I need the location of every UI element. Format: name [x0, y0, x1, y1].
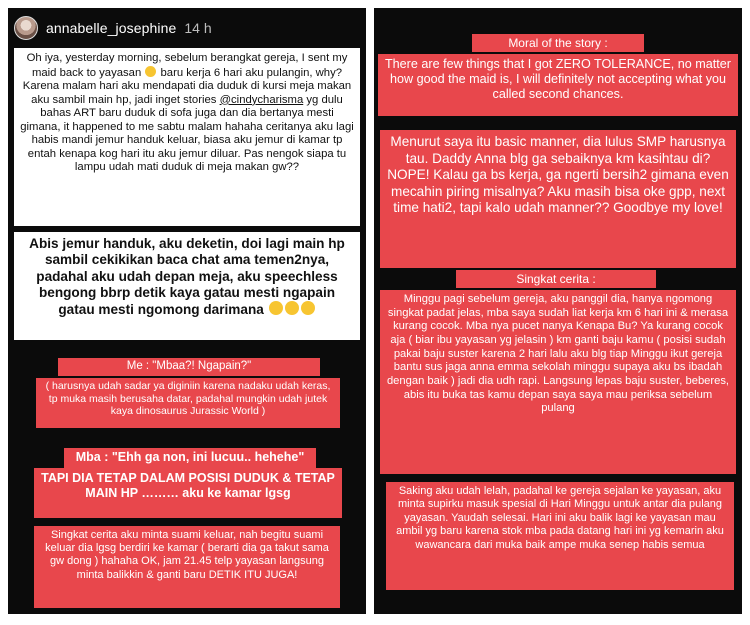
timestamp: 14 h	[184, 20, 212, 36]
story-1-text-part3: yg dulu bahas ART baru duduk di sofa juga dan dia bertanya mesti gimana, it happened to me sabtu malam hahaha ceritanya aku lagi habis mandi jemur handuk keluar, biasa aku jemur di kamar tp entah kenapa kog hari itu aku jemur diluar. Pas nengok siapa tu lampu udah mati duduk di meja makan gw??	[20, 93, 354, 174]
story-red-block-me	[58, 358, 320, 376]
story-1-text-part2: baru kerja 6 hari aku pulangin, why? Karena malam hari aku mendapati dia duduk di kursi meja makan aku sambil main hp, jadi inget stories	[22, 66, 352, 106]
story-1-text-part1: Oh iya, yesterday morning, sebelum berangkat gereja, I sent my maid back to yayasan	[26, 52, 348, 79]
moral-body: There are few things that I got ZERO TOLERANCE, no matter how good the maid is, I will definitely not accepting what you called second chances.	[384, 57, 731, 102]
me-note: ( harusnya udah sadar ya diginiin karena nadaku udah keras, tp muka masih berusaha datar, padahal mungkin udah jutek kaya dinosaurus Jurassic World )	[45, 380, 331, 418]
moral-title: Moral of the story :	[508, 36, 608, 50]
story-red-block-note	[36, 378, 340, 428]
singkat-text: Singkat cerita aku minta suami keluar, nah begitu suami keluar dia lgsg berdiri ke kamar ( berarti dia ga takut sama gw dong ) hahaha OK, jam 21.45 telp yayasan langsung minta balikkin & ganti baru DETIK ITU JUGA!	[45, 529, 329, 581]
singkat-title: Singkat cerita :	[516, 272, 596, 286]
mention-link[interactable]: @cindycharisma	[219, 93, 304, 106]
story-red-block-singkat	[34, 526, 340, 608]
story-panel-right	[374, 8, 742, 614]
laughing-emoji-icon	[145, 66, 156, 77]
story-red-block-tapi	[34, 468, 342, 518]
story-panel-left	[8, 8, 366, 614]
mba-quote: Mba : "Ehh ga non, ini lucuu.. hehehe"	[75, 450, 305, 464]
saking-block	[386, 482, 734, 590]
story-header	[14, 14, 212, 42]
moral-title-block	[472, 34, 644, 52]
saking-text: Saking aku udah lelah, padahal ke gereja sejalan ke yayasan, aku minta supirku masuk spesial di Hari Minggu untuk antar dia pulang yayasan. Yaudah selesai. Hari ini aku balik lagi ke yayasan mau ambil yg baru karena stok mba pada datang hari ini yg kemarin aku wawancara dari muka baik ampe muka senep habis semua	[396, 485, 724, 551]
basic-manner-block	[380, 130, 736, 268]
avatar[interactable]	[14, 16, 38, 40]
username[interactable]: annabelle_josephine	[46, 20, 177, 36]
story-text-block-1	[14, 48, 360, 226]
laughing-emoji-icon	[301, 301, 315, 315]
singkat-body: Minggu pagi sebelum gereja, aku panggil dia, hanya ngomong singkat padat jelas, mba saya sudah liat kerja km 6 hari ini & merasa kurang cocok. Mba nya pucet nanya Kenapa Bu? Ya kurang cocok aja ( biar ibu yayasan yg jelasin ) km ganti baju kamu ( posisi sudah pakai baju suster karena 2 hari lalu aku blg tiap Minggu ikut gereja bantu sus jaga anna emma sekolah minggu supaya aku bs ibadah dengan baik ) jadi dia udh rapi. Langsung lepas baju suster, beberes, abis itu buka tas kamu depan saya saya mau periksa sebelum pulang	[386, 293, 730, 415]
tapi-text: TAPI DIA TETAP DALAM POSISI DUDUK & TETAP MAIN HP ……… aku ke kamar lgsg	[41, 471, 335, 500]
me-quote: Me : "Mbaa?! Ngapain?"	[126, 360, 252, 372]
singkat-title-block	[456, 270, 656, 288]
laughing-emoji-icon	[285, 301, 299, 315]
story-red-block-mba	[64, 448, 316, 468]
moral-body-block	[378, 54, 738, 116]
basic-manner-text: Menurut saya itu basic manner, dia lulus SMP harusnya tau. Daddy Anna blg ga sebaiknya km kasihtau di? NOPE! Kalau ga bs kerja, ga ngerti bersih2 gimana even mecahin piring misalnya? Aku masih bisa oke gpp, next time hati2, tapi kalo udah manner?? Goodbye my love!	[387, 134, 729, 216]
story-2-text: Abis jemur handuk, aku deketin, doi lagi main hp sambil cekikikan baca chat ama temen2nya, padahal aku udah depan meja, aku speechless bengong bbrp detik kaya gatau mesti ngapain gatau mesti ngomong darimana	[29, 236, 345, 318]
laughing-emoji-icon	[269, 301, 283, 315]
singkat-body-block	[380, 290, 736, 474]
story-text-block-2	[14, 232, 360, 340]
